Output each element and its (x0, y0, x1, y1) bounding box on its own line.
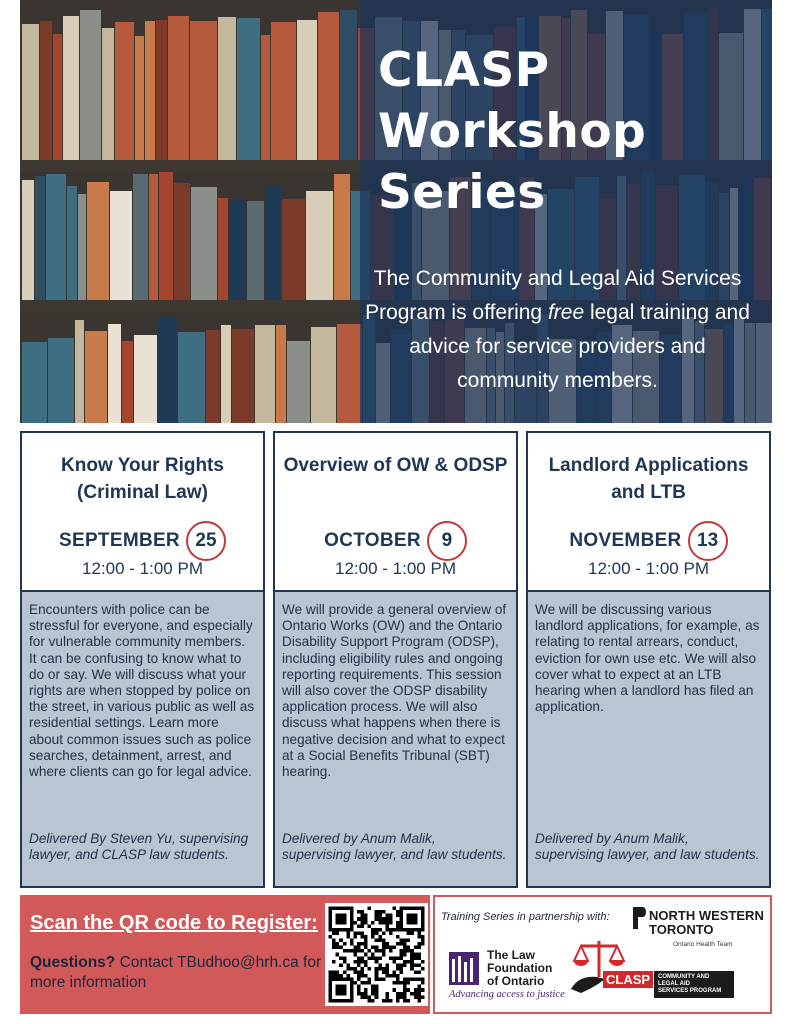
workshop-day-circle: 25 (186, 521, 226, 561)
workshop-date (22, 521, 263, 561)
workshop-time: 12:00 - 1:00 PM (335, 559, 456, 578)
nwt-mark-icon (633, 907, 646, 929)
workshop-time: 12:00 - 1:00 PM (588, 559, 709, 578)
workshop-title: Know Your Rights (Criminal Law) (61, 455, 224, 503)
title-line: Workshop (378, 104, 647, 159)
workshop-card (20, 431, 265, 888)
clasp-wordmark: CLASP (603, 971, 653, 988)
workshop-month: OCTOBER (324, 530, 421, 551)
law-foundation-logo (449, 947, 569, 1007)
workshop-card (273, 431, 518, 888)
qr-code-icon[interactable] (325, 903, 428, 1006)
page-title (378, 40, 738, 223)
workshop-day-circle: 9 (427, 521, 467, 561)
contact-info (30, 953, 325, 993)
description-text: legal training and advice for service providers and community members. (409, 301, 750, 392)
workshop-title: Landlord Applications and LTB (548, 455, 749, 503)
workshop-card (526, 431, 771, 888)
partners-panel (433, 895, 772, 1014)
law-foundation-icon (449, 952, 479, 985)
description-emphasis: free (547, 301, 585, 324)
program-description (360, 262, 755, 398)
workshop-presenter: Delivered by Anum Malik, supervising lawyer, and law students. (282, 831, 507, 863)
workshop-time: 12:00 - 1:00 PM (82, 559, 203, 578)
workshop-description: We will provide a general overview of Ontario Works (OW) and the Ontario Disability Support Program (ODSP), including eligibility rules and ongoing reporting requirements. This session will also cover the ODSP disability application process. We will also discuss what happens when there is negative decision and what to expect at a Social Benefits Tribunal (SBT) hearing. (282, 602, 507, 780)
title-line: CLASP (378, 43, 550, 98)
card-body (528, 590, 769, 886)
card-body (275, 590, 516, 886)
questions-label: Questions? (30, 954, 116, 971)
card-body (22, 590, 263, 886)
card-header (275, 433, 516, 590)
workshop-date (528, 521, 769, 561)
contact-text: Contact TBudhoo@hrh.ca for more information (30, 954, 322, 991)
workshop-month: SEPTEMBER (59, 530, 180, 551)
partners-label: Training Series in partnership with: (441, 911, 610, 923)
clasp-tagline: COMMUNITY AND LEGAL AID SERVICES PROGRAM (654, 971, 734, 998)
register-link[interactable]: Scan the QR code to Register: (30, 912, 318, 934)
title-line: Series (378, 165, 546, 220)
law-foundation-name: The Law Foundation of Ontario (487, 948, 553, 988)
nwt-name: NORTH WESTERN TORONTO (649, 908, 764, 937)
workshop-presenter: Delivered By Steven Yu, supervising lawyer, and CLASP law students. (29, 831, 249, 863)
workshop-description: Encounters with police can be stressful for everyone, and especially for vulnerable community members. It can be confusing to know what to do or say. We will discuss what your rights are when stopped by police on the street, in various public as well as residential settings. Learn more about common issues such as police searches, detainment, arrest, and where clients can go for legal advice. (29, 602, 255, 780)
workshop-title: Overview of OW & ODSP (283, 455, 508, 476)
description-text: The Community and Legal Aid Services Program is offering (365, 267, 742, 324)
workshop-date (275, 521, 516, 561)
nwt-subtitle: Ontario Health Team (673, 941, 733, 948)
clasp-logo (567, 935, 767, 1007)
registration-panel (20, 895, 430, 1014)
card-header (528, 433, 769, 590)
card-header (22, 433, 263, 590)
law-foundation-tagline: Advancing access to justice (449, 989, 565, 1000)
workshop-month: NOVEMBER (569, 530, 682, 551)
workshop-day-circle: 13 (688, 521, 728, 561)
scales-of-justice-icon (569, 937, 629, 997)
workshop-presenter: Delivered by Anum Malik, supervising lawyer, and law students. (535, 831, 760, 863)
workshop-description: We will be discussing various landlord applications, for example, as relating to rental arrears, conduct, eviction for own use etc. We will also cover what to expect at an LTB hearing when a landlord has filed an application. (535, 602, 760, 715)
